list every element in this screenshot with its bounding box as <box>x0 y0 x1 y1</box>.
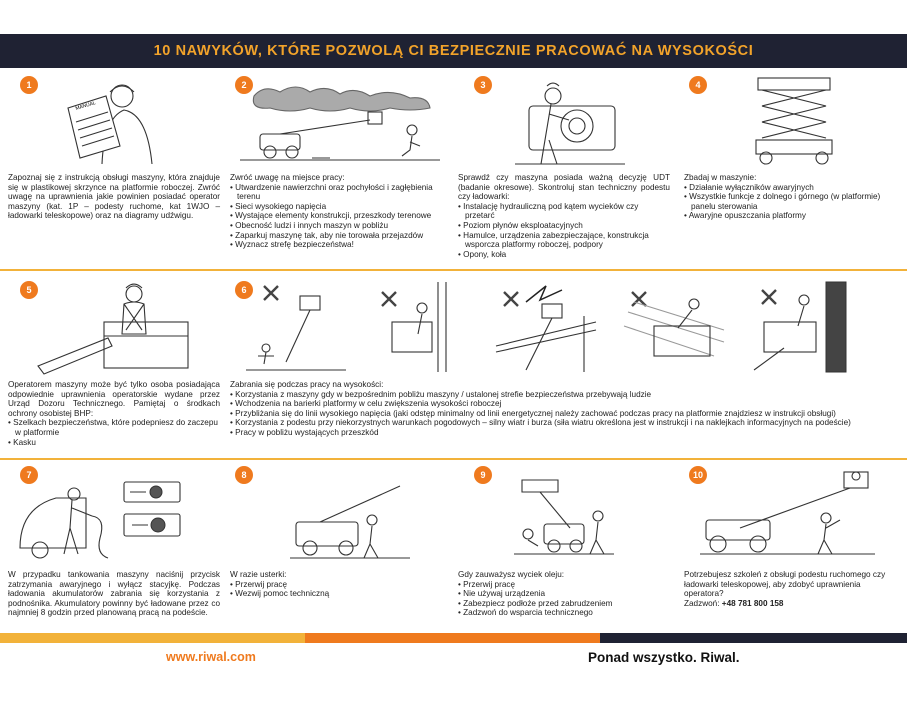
habit-2-item: • Obecność ludzi i innych maszyn w pobliżu <box>230 221 448 231</box>
habit-10-paragraph: Potrzebujesz szkoleń z obsługi podestu ruchomego czy ładowarki teleskopowej, aby zdobyć uprawnienia operatora? <box>684 570 886 599</box>
prohibited-climbing-rails <box>382 282 446 372</box>
prohibited-power-lines <box>496 286 596 372</box>
habit-2-list <box>230 183 448 250</box>
habit-5-item: • Kasku <box>8 438 220 448</box>
habit-4-item: • Awaryjne opuszczania platformy <box>684 211 894 221</box>
habit-number-5: 5 <box>20 281 38 299</box>
habit-6-intro: Zabrania się podczas pracy na wysokości: <box>230 380 384 389</box>
habit-3-item: • Opony, koła <box>458 250 670 260</box>
footer-website-link[interactable]: www.riwal.com <box>166 650 256 664</box>
habit-9-item: • Zabezpiecz podłoże przed zabrudzeniem <box>458 599 670 609</box>
habit-7-paragraph: W przypadku tankowania maszyny naciśnij przycisk zatrzymania awaryjnego i wyłącz stacyjkę. Podczas ładowania akumulatorów zabrania się korzystania z podnośnika. Akumulatory powinny być ładowane przez co najmniej 8 godzin przed planowaną pracą na podeście. <box>8 570 220 618</box>
habit-2-item: • Zaparkuj maszynę tak, aby nie torowała przejazdów <box>230 231 448 241</box>
habit-text-10 <box>684 570 894 608</box>
footer-bar-yellow <box>0 633 305 643</box>
habit-1-paragraph: Zapoznaj się z instrukcją obsługi maszyny, która znajduje się w plastikowej skrzynce na platformie roboczej. Zwróć uwagę na uprawnienia jakie powinien posiadać operator maszyny (kat. 1P – podesty ruchome, kat 1WJO – ładowarki teleskopowe) oraz na diagramy udźwigu. <box>8 173 220 221</box>
habit-text-9 <box>458 570 670 618</box>
habit-2-item: • Wyznacz strefę bezpieczeństwa! <box>230 240 448 250</box>
habit-8-list <box>230 580 448 599</box>
habit-number-2: 2 <box>235 76 253 94</box>
prohibited-people-below <box>246 286 346 370</box>
breakdown-repair-illustration <box>290 482 410 562</box>
habit-4-list <box>684 183 894 221</box>
page-title: 10 NAWYKÓW, KTÓRE POZWOLĄ CI BEZPIECZNIE PRACOWAĆ NA WYSOKOŚCI <box>153 43 754 59</box>
habit-text-7 <box>8 570 220 618</box>
habit-2-item: • Wystające elementy konstrukcji, przeszkody terenowe <box>230 211 448 221</box>
habit-text-8 <box>230 570 448 599</box>
habit-number-7: 7 <box>20 466 38 484</box>
habit-5-list <box>8 418 220 447</box>
footer-bar-dark <box>600 633 907 643</box>
habit-8-item: • Wezwij pomoc techniczną <box>230 589 448 599</box>
training-telehandler-illustration <box>700 470 875 558</box>
habit-8-intro: W razie usterki: <box>230 570 287 579</box>
habit-text-3 <box>458 173 670 259</box>
habit-9-item: • Zadzwoń do wsparcia technicznego <box>458 608 670 618</box>
prohibited-bad-weather <box>624 292 724 356</box>
habit-number-6: 6 <box>235 281 253 299</box>
habit-9-intro: Gdy zauważysz wyciek oleju: <box>458 570 565 579</box>
habit-9-list <box>458 580 670 618</box>
habit-3-item: • Hamulce, urządzenia zabezpieczające, konstrukcja wsporcza platformy roboczej, podpory <box>458 231 670 250</box>
technical-inspection-illustration <box>515 80 625 166</box>
habit-5-intro: Operatorem maszyny może być tylko osoba posiadająca odpowiednie uprawnienia operatorskie wydane przez Urząd Dozoru Technicznego. Pamiętaj o środkach ochrony osobistej BHP: <box>8 380 220 418</box>
habit-9-item: • Nie używaj urządzenia <box>458 589 670 599</box>
habit-text-5 <box>8 380 220 447</box>
habit-text-1 <box>8 173 220 221</box>
habit-text-6 <box>230 380 896 438</box>
harness-operator-illustration <box>38 280 198 376</box>
manual-reading-illustration <box>62 78 162 164</box>
scissor-lift-illustration <box>752 76 838 166</box>
habit-2-intro: Zwróć uwagę na miejsce pracy: <box>230 173 345 182</box>
habit-3-intro: Sprawdź czy maszyna posiada ważną decyzję UDT (badanie okresowe). Skontroluj stan techniczny podestu czy ładowarki: <box>458 173 670 202</box>
footer-bar-orange <box>305 633 600 643</box>
habit-5-item: • Szelkach bezpieczeństwa, które podepniesz do zaczepu w platformie <box>8 418 220 437</box>
habit-4-item: • Wszystkie funkcje z dolnego i górnego (w platformie) panelu sterowania <box>684 192 894 211</box>
habit-3-list <box>458 202 670 260</box>
habit-4-item: • Działanie wyłączników awaryjnych <box>684 183 894 193</box>
habit-text-2 <box>230 173 448 250</box>
contact-label: Zadzwoń: <box>684 598 720 608</box>
habit-6-list <box>230 390 896 438</box>
section-divider-1 <box>0 269 907 271</box>
habit-9-item: • Przerwij pracę <box>458 580 670 590</box>
habit-3-item: • Poziom płynów eksploatacyjnych <box>458 221 670 231</box>
habit-6-item: • Pracy w pobliżu wystających przeszkód <box>230 428 896 438</box>
habit-number-4: 4 <box>689 76 707 94</box>
oil-leak-illustration <box>514 474 614 560</box>
prohibited-obstacles <box>754 282 846 372</box>
habit-6-item: • Korzystania z podestu przy niekorzystnych warunkach pogodowych – silny wiatr i burza (siła wiatru określona jest w instrukcji i na naklejkach informacyjnych na podeście) <box>230 418 896 428</box>
habit-6-item: • Przybliżania się do linii wysokiego napięcia (jaki odstęp minimalny od linii energetycznej należy zachować podczas pracy na platformie znajdziesz w instrukcji obsługi) <box>230 409 896 419</box>
worksite-inspection-illustration <box>240 82 440 164</box>
manual-label: MANUAL <box>74 100 97 112</box>
habit-text-4 <box>684 173 894 221</box>
habit-2-item: • Utwardzenie nawierzchni oraz pochyłości i zagłębienia terenu <box>230 183 448 202</box>
habit-3-item: • Instalację hydrauliczną pod kątem wycieków czy przetarć <box>458 202 670 221</box>
habit-2-item: • Sieci wysokiego napięcia <box>230 202 448 212</box>
habit-number-8: 8 <box>235 466 253 484</box>
footer-slogan: Ponad wszystko. Riwal. <box>588 650 740 665</box>
refueling-illustration <box>16 478 186 562</box>
habit-number-1: 1 <box>20 76 38 94</box>
habit-6-item: • Korzystania z maszyny gdy w bezpośrednim pobliżu maszyny / ustalonej strefie bezpieczeństwa przebywają ludzie <box>230 390 896 400</box>
habit-6-item: • Wchodzenia na barierki platformy w celu zwiększenia wysokości roboczej <box>230 399 896 409</box>
section-divider-2 <box>0 458 907 460</box>
habit-number-9: 9 <box>474 466 492 484</box>
habit-8-item: • Przerwij pracę <box>230 580 448 590</box>
contact-phone[interactable]: +48 781 800 158 <box>721 598 784 608</box>
habit-number-3: 3 <box>474 76 492 94</box>
habit-4-intro: Zbadaj w maszynie: <box>684 173 757 182</box>
page-header <box>0 34 907 68</box>
prohibited-actions-illustration <box>246 282 846 374</box>
habit-number-10: 10 <box>689 466 707 484</box>
